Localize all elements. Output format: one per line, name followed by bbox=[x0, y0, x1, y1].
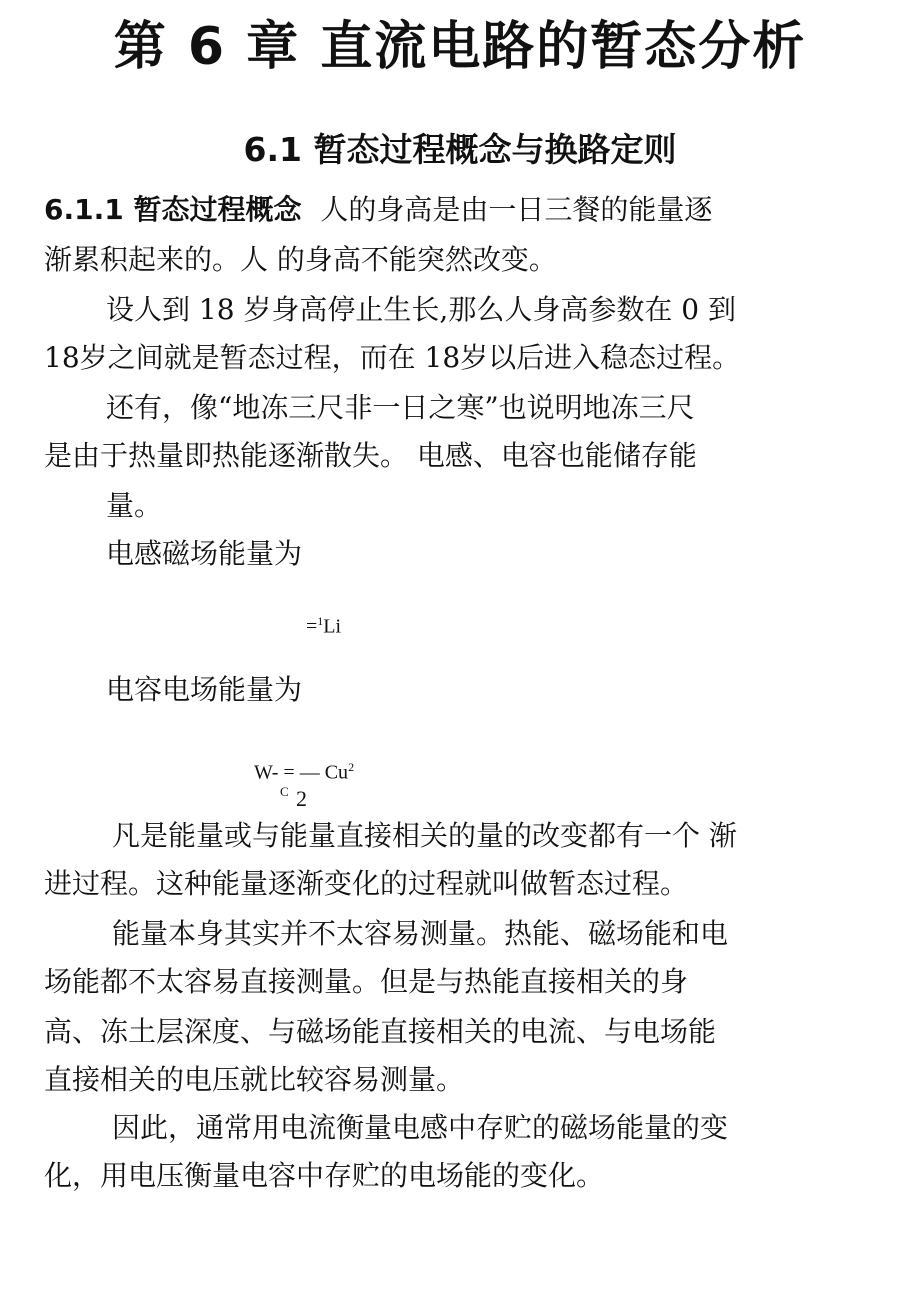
body-line: 能量本身其实并不太容易测量。热能、磁场能和电 bbox=[112, 917, 729, 950]
subsection-text: 人的身高是由一日三餐的能量逐 bbox=[320, 193, 713, 226]
inductor-energy-formula bbox=[306, 614, 341, 639]
formula-sup: 1 bbox=[317, 614, 324, 628]
formula-term: Li bbox=[323, 615, 342, 638]
formula-subscript: C bbox=[280, 784, 289, 799]
section-title: 6.1 暂态过程概念与换路定则 bbox=[243, 130, 677, 169]
formula-sup: 2 bbox=[348, 760, 355, 774]
subsection-line bbox=[44, 190, 712, 230]
body-line: 凡是能量或与能量直接相关的量的改变都有一个 渐 bbox=[112, 819, 737, 852]
body-line: 场能都不太容易直接测量。但是与热能直接相关的身 bbox=[44, 965, 689, 998]
body-line: 因此，通常用电流衡量电感中存贮的磁场能量的变 bbox=[112, 1111, 729, 1144]
chapter-title: 第 6 章 直流电路的暂态分析 bbox=[113, 17, 807, 77]
body-line: 18岁之间就是暂态过程，而在 18岁以后进入稳态过程。 bbox=[44, 341, 741, 374]
formula-eq: = bbox=[306, 615, 318, 638]
body-line: 化，用电压衡量电容中存贮的电场能的变化。 bbox=[44, 1159, 605, 1192]
capacitor-energy-formula bbox=[254, 760, 354, 785]
body-line: 量。 bbox=[106, 489, 163, 522]
body-line: 直接相关的电压就比较容易测量。 bbox=[44, 1063, 465, 1096]
inductor-energy-label: 电感磁场能量为 bbox=[106, 537, 303, 570]
body-line: 进过程。这种能量逐渐变化的过程就叫做暂态过程。 bbox=[44, 867, 689, 900]
subsection-heading: 6.1.1 暂态过程概念 bbox=[44, 193, 302, 226]
body-line: 是由于热量即热能逐渐散失。 电感、电容也能储存能 bbox=[44, 439, 697, 472]
body-line: 渐累积起来的。人 的身高不能突然改变。 bbox=[44, 243, 557, 276]
body-line: 还有，像“地冻三尺非一日之寒”也说明地冻三尺 bbox=[106, 391, 695, 424]
body-line: 设人到 18 岁身高停止生长,那么人身高参数在 0 到 bbox=[106, 293, 736, 326]
capacitor-energy-label: 电容电场能量为 bbox=[106, 673, 303, 706]
formula-lhs: W- = — Cu bbox=[254, 761, 349, 784]
body-line: 高、冻土层深度、与磁场能直接相关的电流、与电场能 bbox=[44, 1015, 717, 1048]
formula-denominator: 2 bbox=[296, 786, 307, 811]
